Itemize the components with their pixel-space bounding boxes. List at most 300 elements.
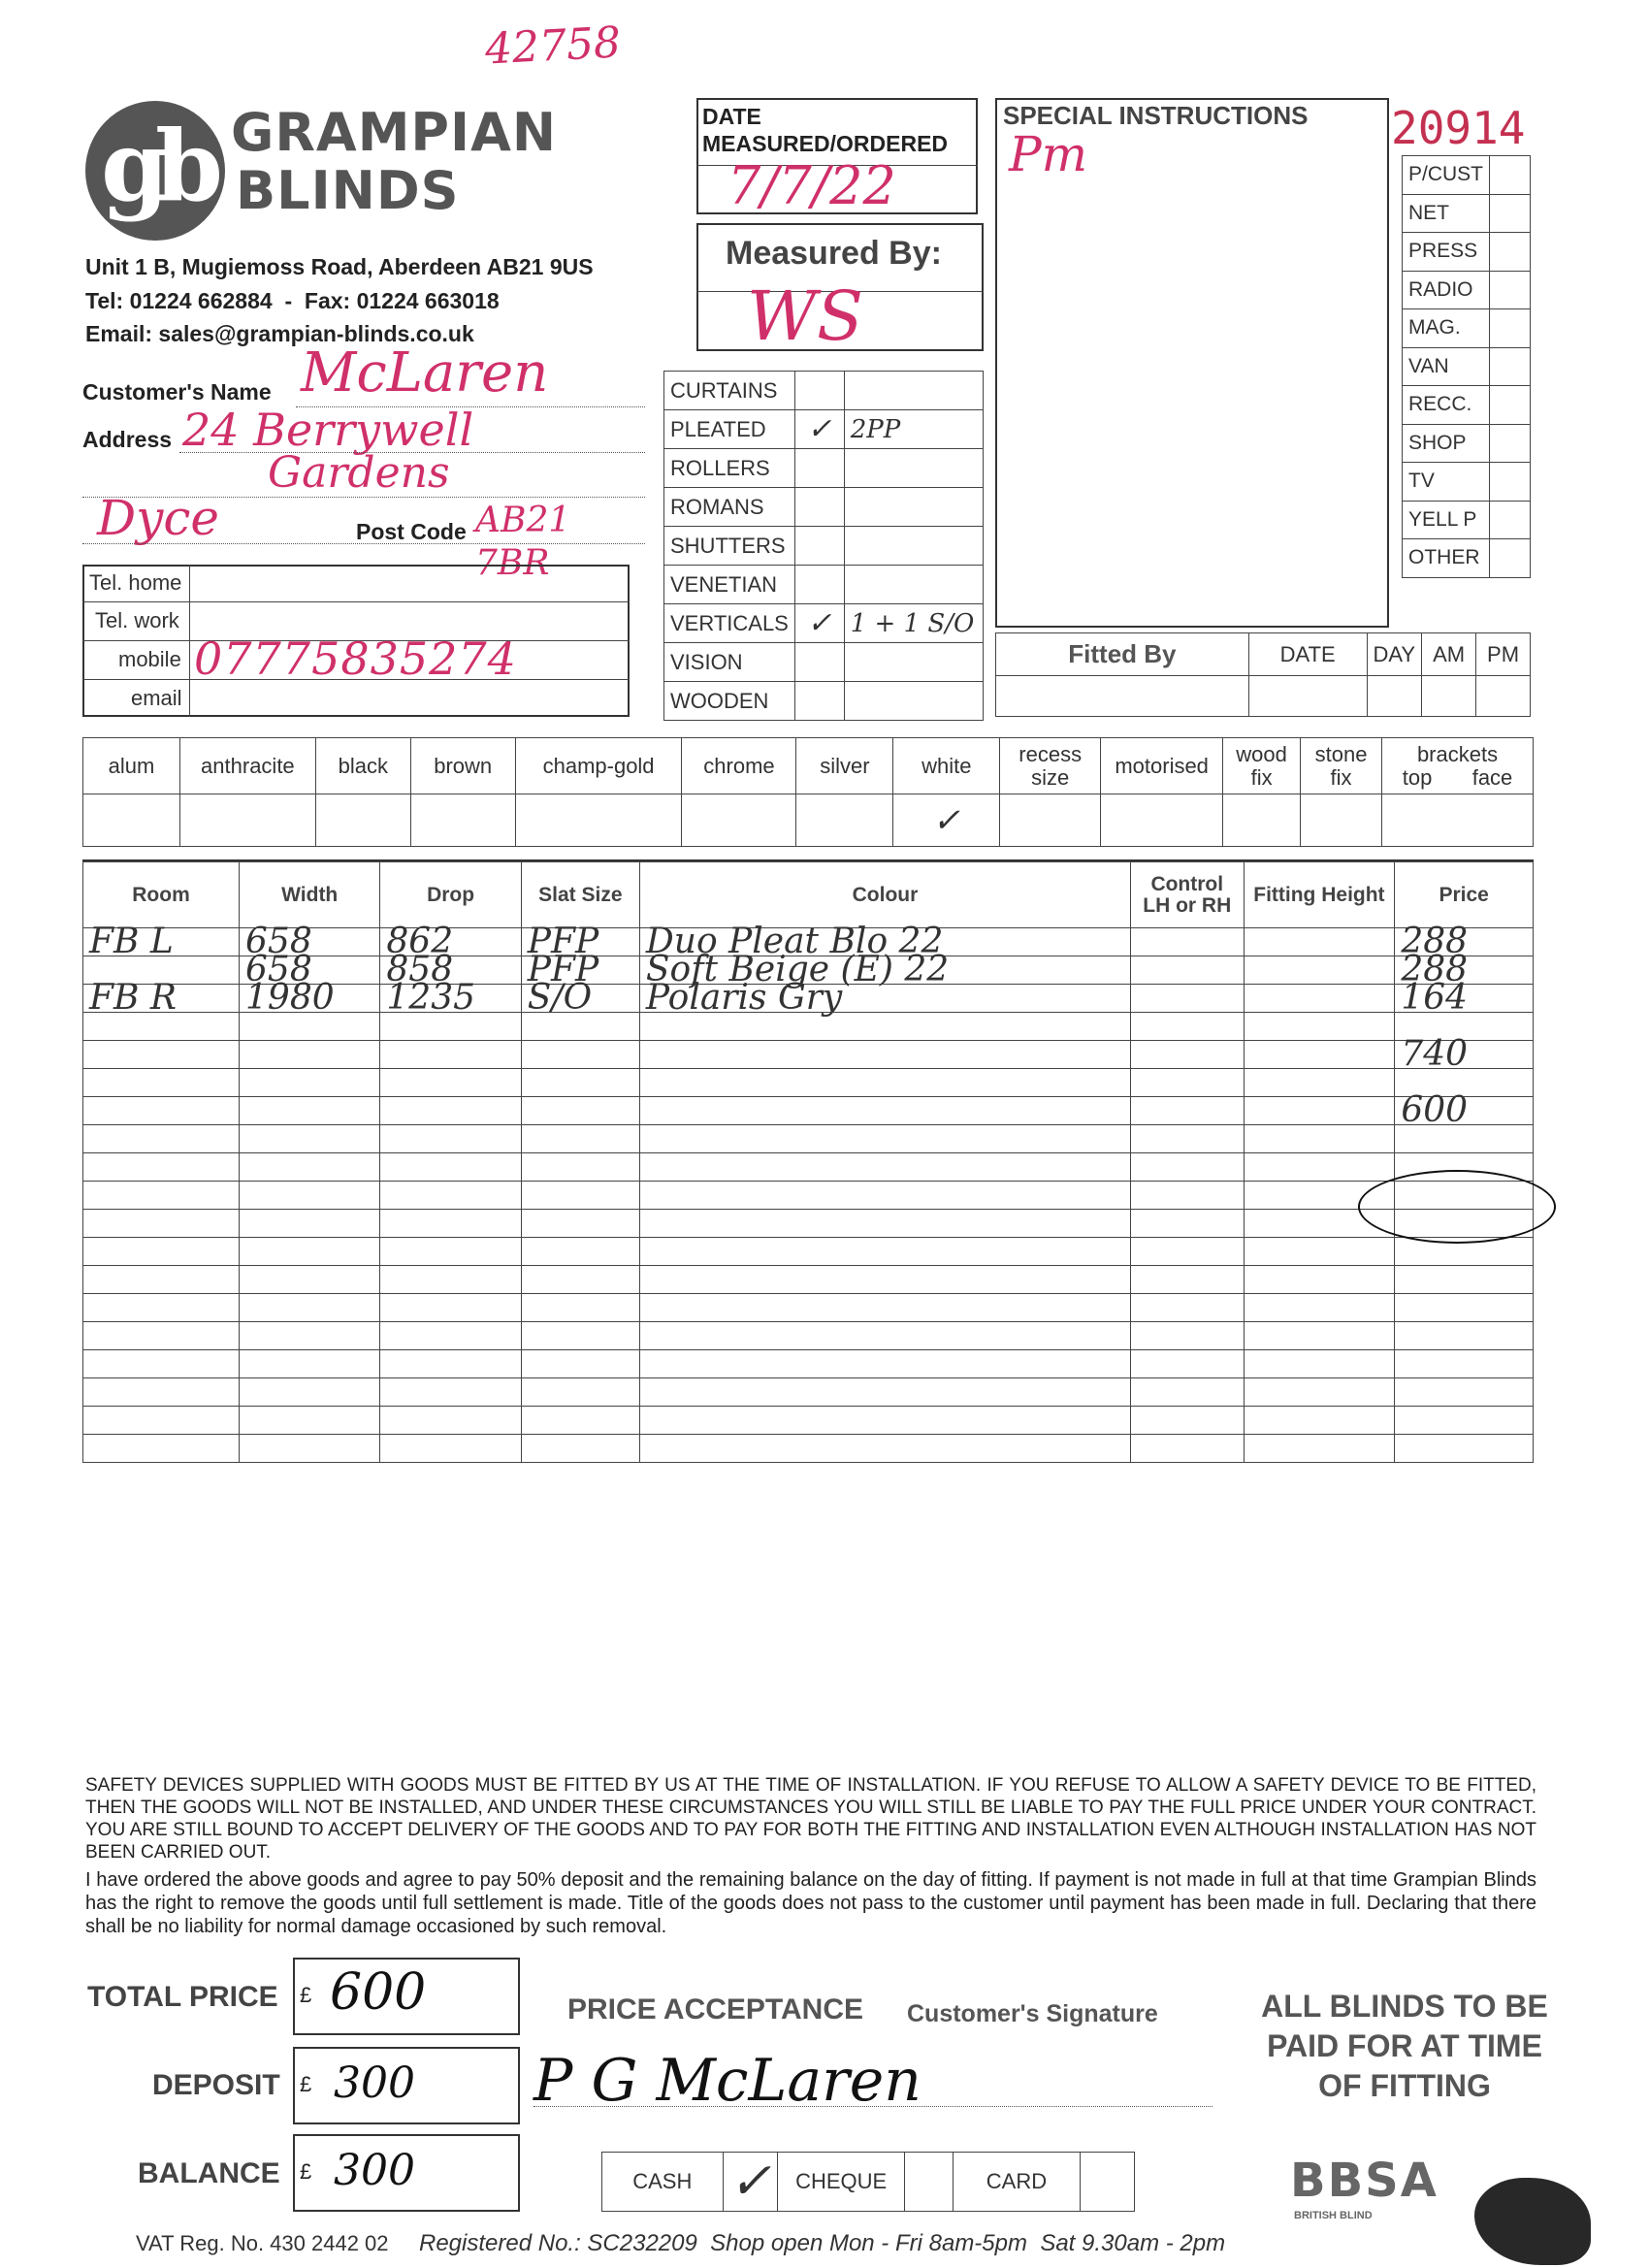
product-type-label: VENETIAN [664, 566, 795, 604]
product-row [664, 410, 984, 449]
order-row [83, 1407, 1534, 1435]
order-table [82, 861, 1534, 1463]
order-row [83, 985, 1534, 1013]
order-cell-colour [639, 1350, 1130, 1378]
order-cell-room [83, 1097, 240, 1125]
source-label: NET [1403, 194, 1490, 233]
order-cell-height [1244, 1013, 1395, 1041]
order-cell-height [1244, 928, 1395, 956]
order-cell-colour [639, 1041, 1130, 1069]
order-cell-colour [639, 1210, 1130, 1238]
source-row [1403, 233, 1531, 272]
product-type-label: VISION [664, 643, 795, 682]
option-value [796, 794, 893, 847]
product-note [844, 527, 983, 566]
order-row [83, 1097, 1534, 1125]
product-type-label: ROLLERS [664, 449, 795, 488]
source-row [1403, 501, 1531, 539]
order-cell-price [1395, 1294, 1534, 1322]
price-acceptance-label: PRICE ACCEPTANCE [567, 1993, 864, 2025]
order-cell-room [83, 1378, 240, 1407]
source-tick [1490, 233, 1531, 272]
option-label: chrome [682, 738, 796, 794]
product-tick [794, 449, 844, 488]
payment-cheque: CHEQUE [778, 2153, 905, 2212]
total-price-box [293, 1958, 520, 2035]
order-cell-width [240, 1322, 380, 1350]
order-cell-width: 1980 [240, 985, 380, 1013]
order-cell-height [1244, 1041, 1395, 1069]
order-cell-height [1244, 1097, 1395, 1125]
order-cell-price: 288 [1395, 956, 1534, 985]
source-tick [1490, 347, 1531, 386]
source-label: YELL P [1403, 501, 1490, 539]
order-cell-slat [521, 1378, 639, 1407]
address-line1: 24 Berrywell [182, 404, 474, 456]
order-cell-slat [521, 1069, 639, 1097]
reference-note: 42758 [483, 17, 623, 75]
order-row [83, 1125, 1534, 1153]
order-cell-colour [639, 1238, 1130, 1266]
option-label: champ-gold [515, 738, 682, 794]
product-note [844, 488, 983, 527]
mobile-value: 07775835274 [194, 632, 517, 685]
deposit-value: 300 [334, 2058, 415, 2108]
order-cell-price [1395, 1435, 1534, 1463]
payment-method-table [601, 2152, 1135, 2212]
product-type-label: WOODEN [664, 682, 795, 721]
order-cell-drop [380, 1435, 521, 1463]
customer-signature: P G McLaren [534, 2047, 922, 2115]
product-note [844, 449, 983, 488]
payment-cash: CASH [602, 2153, 724, 2212]
order-cell-room [83, 1238, 240, 1266]
option-label: alum [83, 738, 180, 794]
order-cell-slat [521, 1210, 639, 1238]
order-cell-width [240, 1069, 380, 1097]
balance-currency: £ [300, 2159, 312, 2184]
fitted-by-table [995, 632, 1531, 717]
order-cell-width [240, 1097, 380, 1125]
order-cell-drop [380, 1238, 521, 1266]
option-label: wood fix [1223, 738, 1301, 794]
order-row [83, 1435, 1534, 1463]
order-cell-height [1244, 985, 1395, 1013]
measured-by-label: Measured By: [726, 235, 942, 272]
order-cell-price: 288 [1395, 928, 1534, 956]
product-note: 1 + 1 S/O [844, 604, 983, 643]
order-cell-colour: Soft Beige (E) 22 [639, 956, 1130, 985]
product-type-label: CURTAINS [664, 372, 795, 410]
vat-number: VAT Reg. No. 430 2442 02 [136, 2231, 389, 2255]
option-value [1000, 794, 1101, 847]
order-cell-drop [380, 1407, 521, 1435]
total-price-label: TOTAL PRICE [87, 1981, 278, 2013]
ink-smudge [1474, 2178, 1591, 2265]
source-tick [1490, 386, 1531, 425]
source-tick [1490, 501, 1531, 539]
brackets-sub [1382, 766, 1533, 790]
order-cell-colour: Duo Pleat Blo 22 [639, 928, 1130, 956]
order-cell-width [240, 1407, 380, 1435]
order-cell-price: 600 [1395, 1097, 1534, 1125]
order-cell-drop [380, 1069, 521, 1097]
date-label: DATE MEASURED/ORDERED [702, 104, 949, 156]
order-cell-control [1131, 1266, 1244, 1294]
product-tick: ✓ [794, 604, 844, 643]
option-value [1382, 794, 1534, 847]
order-cell-price [1395, 1266, 1534, 1294]
source-row [1403, 271, 1531, 309]
customer-name-label: Customer's Name [82, 379, 272, 405]
option-value [682, 794, 796, 847]
order-cell-width [240, 1294, 380, 1322]
order-cell-room [83, 1153, 240, 1182]
company-address: Unit 1 B, Mugiemoss Road, Aberdeen AB21 9US [85, 254, 594, 279]
option-label: motorised [1101, 738, 1223, 794]
option-label: black [315, 738, 410, 794]
source-tick [1490, 156, 1531, 195]
order-cell-slat [521, 1153, 639, 1182]
order-cell-control [1131, 1182, 1244, 1210]
order-cell-control [1131, 1294, 1244, 1322]
product-tick [794, 682, 844, 721]
option-label: silver [796, 738, 893, 794]
source-tick [1490, 424, 1531, 463]
logo-text-blinds: BLINDS [236, 160, 460, 221]
logo-mark-text: gb [101, 109, 210, 223]
source-tick [1490, 271, 1531, 309]
order-cell-colour [639, 1435, 1130, 1463]
source-tick [1490, 463, 1531, 502]
order-cell-drop [380, 1125, 521, 1153]
order-cell-slat [521, 1125, 639, 1153]
order-cell-colour [639, 1266, 1130, 1294]
order-cell-width [240, 1378, 380, 1407]
order-cell-width [240, 1125, 380, 1153]
option-value [1301, 794, 1382, 847]
product-tick [794, 527, 844, 566]
order-cell-drop: 862 [380, 928, 521, 956]
order-cell-room [83, 1125, 240, 1153]
product-row [664, 372, 984, 410]
order-cell-control [1131, 1435, 1244, 1463]
order-cell-room [83, 1322, 240, 1350]
source-row [1403, 386, 1531, 425]
source-label: MAG. [1403, 309, 1490, 348]
order-cell-drop: 1235 [380, 985, 521, 1013]
order-cell-colour [639, 1182, 1130, 1210]
product-row [664, 604, 984, 643]
option-value [410, 794, 515, 847]
order-cell-width [240, 1238, 380, 1266]
order-row [83, 1210, 1534, 1238]
source-row [1403, 309, 1531, 348]
source-tick [1490, 309, 1531, 348]
address-town: Dyce [97, 490, 219, 546]
brackets-face: face [1471, 764, 1513, 790]
source-label: TV [1403, 463, 1490, 502]
order-cell-height [1244, 1238, 1395, 1266]
order-cell-width [240, 1266, 380, 1294]
order-header: Drop [380, 862, 521, 928]
order-cell-room [83, 1294, 240, 1322]
order-cell-slat [521, 1097, 639, 1125]
order-row [83, 1266, 1534, 1294]
order-cell-height [1244, 1407, 1395, 1435]
total-currency: £ [300, 1983, 312, 2007]
order-cell-drop [380, 1266, 521, 1294]
order-cell-room [83, 1210, 240, 1238]
logo-text-grampian: GRAMPIAN [231, 102, 558, 163]
order-cell-slat [521, 1322, 639, 1350]
options-table [82, 737, 1534, 847]
order-cell-drop: 858 [380, 956, 521, 985]
order-cell-drop [380, 1097, 521, 1125]
order-cell-colour [639, 1322, 1130, 1350]
fitted-by-label: Fitted By [996, 633, 1249, 676]
order-cell-drop [380, 1182, 521, 1210]
deposit-currency: £ [300, 2072, 312, 2096]
order-cell-slat: PFP [521, 956, 639, 985]
order-cell-room [83, 1041, 240, 1069]
product-row [664, 643, 984, 682]
order-cell-height [1244, 1266, 1395, 1294]
brackets-top: top [1402, 764, 1433, 790]
product-note [844, 682, 983, 721]
email-label: email [131, 686, 182, 710]
option-value [1223, 794, 1301, 847]
postcode-label: Post Code [356, 519, 467, 544]
source-label: RECC. [1403, 386, 1490, 425]
order-number: 20914 [1391, 102, 1526, 154]
order-cell-control [1131, 1041, 1244, 1069]
order-cell-height [1244, 1125, 1395, 1153]
order-cell-height [1244, 1322, 1395, 1350]
order-cell-control [1131, 1238, 1244, 1266]
order-cell-room [83, 1182, 240, 1210]
order-cell-width [240, 1435, 380, 1463]
order-row [83, 1378, 1534, 1407]
option-value [515, 794, 682, 847]
option-value [83, 794, 180, 847]
order-cell-slat [521, 1407, 639, 1435]
order-header: Fitting Height [1244, 862, 1395, 928]
bbsa-logo: BBSA [1290, 2154, 1439, 2208]
product-type-label: PLEATED [664, 410, 795, 449]
order-cell-room [83, 1435, 240, 1463]
fitted-am-label: AM [1422, 633, 1476, 676]
option-label: recess size [1000, 738, 1101, 794]
order-cell-drop [380, 1322, 521, 1350]
order-cell-colour: Polaris Gry [639, 985, 1130, 1013]
source-tick [1490, 194, 1531, 233]
source-row [1403, 194, 1531, 233]
order-cell-room [83, 1407, 240, 1435]
order-cell-control [1131, 1350, 1244, 1378]
order-cell-colour [639, 1097, 1130, 1125]
measured-by-value: WS [747, 276, 863, 356]
fitted-day-label: DAY [1367, 633, 1422, 676]
order-cell-control [1131, 985, 1244, 1013]
order-cell-colour [639, 1153, 1130, 1182]
order-header: Slat Size [521, 862, 639, 928]
order-cell-control [1131, 1210, 1244, 1238]
order-cell-slat [521, 1266, 639, 1294]
postcode-value: AB21 7BR [475, 501, 571, 583]
order-cell-control [1131, 956, 1244, 985]
order-cell-width: 658 [240, 928, 380, 956]
order-row [83, 1069, 1534, 1097]
customer-name: McLaren [301, 341, 549, 405]
special-instructions-value: Pm [1009, 126, 1088, 182]
order-cell-price [1395, 1378, 1534, 1407]
product-type-label: ROMANS [664, 488, 795, 527]
safety-notice: SAFETY DEVICES SUPPLIED WITH GOODS MUST BE FITTED BY US AT THE TIME OF INSTALLATION. IF YOU REFUSE TO ALLOW A SAFETY DEVICE TO BE FITTED, THEN THE GOODS WILL NOT BE INSTALLED, AND UNDER THESE CIRCUMSTANCES YOU WILL STILL BE LIABLE TO PAY THE FULL PRICE UNDER YOUR CONTRACT. YOU ARE STILL BOUND TO ACCEPT DELIVERY OF THE GOODS AND TO PAY FOR BOTH THE FITTING AND INSTALLATION EVEN ALTHOUGH INSTALLATION HAS NOT BEEN CARRIED OUT. [85, 1775, 1536, 1863]
source-label: P/CUST [1403, 156, 1490, 195]
source-tick [1490, 539, 1531, 578]
balance-label: BALANCE [138, 2157, 280, 2189]
product-row [664, 527, 984, 566]
special-instructions-label: SPECIAL INSTRUCTIONS [1003, 101, 1309, 130]
order-cell-slat: PFP [521, 928, 639, 956]
payment-card: CARD [954, 2153, 1081, 2212]
order-cell-control [1131, 1378, 1244, 1407]
product-type-label: SHUTTERS [664, 527, 795, 566]
order-cell-height [1244, 1350, 1395, 1378]
order-cell-width: 658 [240, 956, 380, 985]
order-cell-colour [639, 1125, 1130, 1153]
product-tick [794, 566, 844, 604]
order-cell-width [240, 1350, 380, 1378]
order-cell-room [83, 1266, 240, 1294]
product-note [844, 372, 983, 410]
order-cell-colour [639, 1378, 1130, 1407]
option-label: stone fix [1301, 738, 1382, 794]
source-row [1403, 424, 1531, 463]
deposit-box [293, 2047, 520, 2124]
logo-mark [85, 101, 225, 241]
order-header: Price [1395, 862, 1534, 928]
order-cell-drop [380, 1210, 521, 1238]
product-tick [794, 643, 844, 682]
bbsa-logo-sub: BRITISH BLIND [1294, 2210, 1373, 2221]
balance-value: 300 [334, 2146, 415, 2195]
order-row [83, 1238, 1534, 1266]
order-cell-control [1131, 928, 1244, 956]
order-cell-height [1244, 1153, 1395, 1182]
order-cell-height [1244, 1294, 1395, 1322]
tel-home-label: Tel. home [89, 570, 182, 595]
order-cell-height [1244, 1378, 1395, 1407]
order-cell-width [240, 1041, 380, 1069]
source-row [1403, 463, 1531, 502]
brackets-label: brackets [1416, 741, 1499, 766]
payment-notice: ALL BLINDS TO BE PAID FOR AT TIME OF FITTING [1261, 1989, 1548, 2103]
order-cell-room [83, 1069, 240, 1097]
deposit-label: DEPOSIT [152, 2069, 280, 2101]
order-row [83, 1294, 1534, 1322]
source-label: RADIO [1403, 271, 1490, 309]
order-cell-slat [521, 1041, 639, 1069]
order-cell-colour [639, 1294, 1130, 1322]
order-header: Control LH or RH [1131, 862, 1244, 928]
fitted-date-label: DATE [1248, 633, 1367, 676]
order-cell-width [240, 1182, 380, 1210]
order-header: Colour [639, 862, 1130, 928]
product-note [844, 643, 983, 682]
product-row [664, 566, 984, 604]
order-cell-control [1131, 1153, 1244, 1182]
order-cell-price [1395, 1350, 1534, 1378]
product-tick [794, 488, 844, 527]
order-cell-slat [521, 1350, 639, 1378]
tel-work-label: Tel. work [95, 608, 179, 632]
option-value [1101, 794, 1223, 847]
option-value: ✓ [893, 794, 1000, 847]
order-cell-drop [380, 1041, 521, 1069]
order-cell-height [1244, 1069, 1395, 1097]
company-email: Email: sales@grampian-blinds.co.uk [85, 321, 474, 346]
order-cell-drop [380, 1378, 521, 1407]
order-cell-control [1131, 1322, 1244, 1350]
order-cell-height [1244, 1435, 1395, 1463]
order-row [83, 1041, 1534, 1069]
order-cell-colour [639, 1069, 1130, 1097]
order-cell-width [240, 1153, 380, 1182]
source-label: OTHER [1403, 539, 1490, 578]
order-row [83, 1350, 1534, 1378]
order-row [83, 1153, 1534, 1182]
order-cell-control [1131, 1069, 1244, 1097]
product-type-table [663, 371, 984, 721]
option-label: anthracite [179, 738, 315, 794]
balance-box [293, 2134, 520, 2212]
order-cell-price [1395, 1322, 1534, 1350]
fitted-pm-label: PM [1476, 633, 1531, 676]
order-cell-width [240, 1210, 380, 1238]
order-cell-drop [380, 1294, 521, 1322]
product-tick [794, 372, 844, 410]
source-row [1403, 539, 1531, 578]
product-note [844, 566, 983, 604]
order-cell-room: FB R [83, 985, 240, 1013]
company-tel-fax: Tel: 01224 662884 - Fax: 01224 663018 [85, 288, 500, 313]
option-label: brown [410, 738, 515, 794]
total-circle [1358, 1170, 1556, 1244]
order-header: Room [83, 862, 240, 928]
order-cell-control [1131, 1013, 1244, 1041]
agreement-text: I have ordered the above goods and agree to pay 50% deposit and the remaining balance on the day of fitting. If payment is not made in full at that time Grampian Blinds has the right to remove the goods until full settlement is made. Title of the goods does not pass to the customer until payment has been made in full. Declaring that there shall be no liability for normal damage occasioned by such removal. [85, 1869, 1536, 1937]
product-row [664, 488, 984, 527]
order-cell-control [1131, 1125, 1244, 1153]
product-tick: ✓ [794, 410, 844, 449]
total-price-value: 600 [330, 1963, 427, 2022]
address-label: Address [82, 427, 173, 452]
order-cell-price: 164 [1395, 985, 1534, 1013]
order-cell-slat [521, 1435, 639, 1463]
source-label: VAN [1403, 347, 1490, 386]
order-cell-room [83, 1350, 240, 1378]
order-cell-drop [380, 1350, 521, 1378]
order-cell-slat [521, 1294, 639, 1322]
source-label: SHOP [1403, 424, 1490, 463]
order-row [83, 1322, 1534, 1350]
source-row [1403, 347, 1531, 386]
order-cell-slat [521, 1182, 639, 1210]
product-row [664, 682, 984, 721]
customer-signature-label: Customer's Signature [907, 2000, 1158, 2027]
